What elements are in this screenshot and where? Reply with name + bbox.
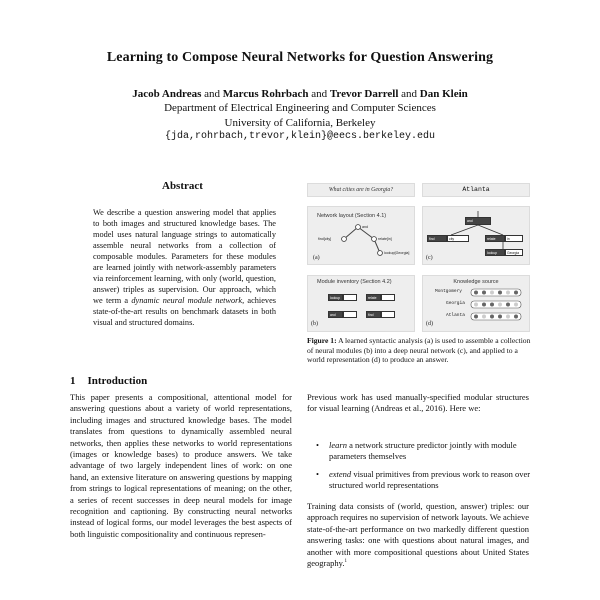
caption-label: Figure 1: [307, 336, 337, 345]
section-heading [70, 375, 147, 387]
kb-vector-cell [482, 291, 486, 295]
inventory-module-lookup: lookup [328, 294, 343, 301]
paragraph-text: Training data consists of (world, question, answer) triples: our approach requires no supervision of network layouts. We achieve state-of-the-art performance on two markedly different question answering tasks: one with questions about natural images, and another with more compositional questions about United States geography. [307, 501, 529, 569]
affiliation-department: Department of Electrical Engineering and Computer Sciences [164, 102, 436, 114]
author-name: Jacob Andreas [132, 88, 202, 100]
inventory-module-slot [343, 294, 357, 301]
bullet-symbol: • [316, 468, 319, 479]
knowledge-source-title: Knowledge source [453, 279, 499, 285]
layout-panel-title: Network layout (Section 4.1) [317, 213, 387, 219]
module-arg-city: city [447, 235, 469, 242]
author-emails: {jda,rohrbach,trevor,klein}@eecs.berkeley.edu [164, 131, 436, 142]
kb-entity-label: Georgia [446, 301, 465, 306]
bullet-symbol: • [316, 440, 319, 450]
module-box-lookup: lookup [485, 249, 505, 256]
tree-node [378, 251, 383, 256]
abstract-text: We describe a question answering model that applies to both images and structured knowledge bases. The model uses natural language strings to automatically assemble neural networks from a collection of composable modules. Parameters for these modules are learned jointly with network-assembly parameters via reinforcement learning, with only (world, question, answer) triples as supervision. Our approach, which we term a [93, 208, 276, 305]
network-edge [451, 225, 478, 235]
module-box-find: find [427, 235, 447, 242]
inventory-module-slot [381, 311, 395, 318]
inventory-module-slot [343, 311, 357, 318]
kb-vector [471, 301, 521, 308]
bullet-text: visual primitives from previous work to reason over structured world representations [329, 468, 531, 491]
bullet-emphasis: extend [329, 468, 352, 479]
author-separator: and [401, 88, 418, 100]
kb-vector-cell [506, 291, 510, 295]
abstract-text-end: , achieves state-of-the-art results on benchmark datasets in both visual and structured domains. [93, 296, 276, 327]
inventory-module-find: find [366, 311, 381, 318]
panel-label-b: (b) [311, 321, 318, 327]
question-text: What cities are in Georgia? [328, 187, 394, 193]
kb-vector-cell [506, 315, 510, 319]
kb-vector-cell [490, 315, 494, 319]
kb-vector-cell [490, 291, 494, 295]
kb-vector-cell [506, 303, 510, 307]
kb-vector-cell [474, 291, 478, 295]
kb-entity-label: Montgomery [435, 289, 463, 294]
kb-vector-cell [474, 315, 478, 319]
answer-text: Atlanta [462, 186, 490, 193]
kb-vector-cell [482, 315, 486, 319]
layout-panel [307, 206, 415, 265]
kb-vector-cell [514, 315, 518, 319]
author-list [0, 88, 600, 100]
kb-vector-cell [514, 303, 518, 307]
paper-title: Learning to Compose Neural Networks for Question Answering [106, 50, 494, 65]
abstract-body [93, 207, 276, 328]
module-arg-georgia: Georgia [505, 249, 523, 256]
author-name: Trevor Darrell [329, 88, 399, 100]
module-box-relate: relate [485, 235, 505, 242]
inventory-module-slot [381, 294, 395, 301]
tree-node [342, 237, 347, 242]
bullet-emphasis: learn [329, 440, 347, 450]
author-separator: and [311, 88, 328, 100]
kb-vector-cell [482, 303, 486, 307]
bullet-text: a network structure predictor jointly with module parameters themselves [329, 440, 517, 462]
kb-entity-label: Atlanta [446, 313, 465, 318]
author-separator: and [204, 88, 221, 100]
network-edge [478, 225, 503, 235]
section-title: Introduction [87, 375, 148, 387]
figure-1 [307, 183, 529, 331]
kb-vector-cell [490, 303, 494, 307]
kb-vector [471, 289, 521, 296]
kb-vector-cell [498, 315, 502, 319]
panel-label-a: (a) [313, 255, 320, 261]
footnote-marker: 1 [344, 559, 347, 565]
affiliation-university: University of California, Berkeley [224, 117, 376, 129]
kb-vector-cell [514, 291, 518, 295]
kb-vector-cell [498, 303, 502, 307]
kb-vector [471, 313, 521, 320]
inventory-module-relate: relate [366, 294, 381, 301]
answer-panel [422, 183, 530, 197]
network-panel [422, 206, 530, 265]
module-box-and: and [465, 217, 491, 225]
caption-text: A learned syntactic analysis (a) is used to assemble a collection of neural modules (b) into a deep neural network (c), and applied to a world representation (d) to produce an answer. [307, 336, 531, 365]
inventory-module-and: and [328, 311, 343, 318]
list-item [307, 440, 531, 463]
knowledge-source-panel [422, 275, 530, 332]
author-name: Marcus Rohrbach [222, 88, 309, 100]
kb-vectors [423, 276, 529, 331]
layout-tree-diagram [308, 207, 414, 264]
abstract-italic-term: dynamic neural module network [131, 296, 243, 305]
abstract-heading: Abstract [162, 180, 203, 192]
right-paragraph-1: Previous work has used manually-specified modular structures for visual learning (Andreas et al., 2016). Here we: [307, 392, 529, 414]
node-label-find-city: find[city] [318, 237, 332, 241]
introduction-body: This paper presents a compositional, attentional model for answering questions about a variety of world representations, including images and structured knowledge bases. The model translates from questions to dynamically assembled neural networks, then applies these networks to world representations (images or knowledge bases) to produce answers. We take advantage of two largely independent lines of work: on one hand, an extensive literature on answering questions by mapping from strings to logical representations of meaning; on the other, a series of recent successes in deep neural models for image recognition and captioning. By constructing neural networks instead of logical forms, our model leverages the best aspects of both linguistic compositionality and continuous represen- [70, 392, 292, 539]
panel-label-d: (d) [426, 321, 433, 327]
section-number: 1 [70, 375, 76, 387]
question-panel [307, 183, 415, 197]
author-name: Dan Klein [419, 88, 468, 100]
module-inventory-panel [307, 275, 415, 332]
kb-vector-cell [498, 291, 502, 295]
contribution-list [307, 440, 531, 498]
node-label-lookup-georgia: lookup[Georgia] [384, 251, 410, 255]
module-inventory-title: Module inventory (Section 4.2) [317, 279, 392, 285]
tree-node [356, 225, 361, 230]
kb-vector-cell [474, 303, 478, 307]
module-arg-in: in [505, 235, 523, 242]
tree-node [372, 237, 377, 242]
right-paragraph-2 [307, 501, 529, 569]
node-label-relate-in: relate[in] [378, 237, 392, 241]
list-item [307, 469, 531, 492]
panel-label-c: (c) [426, 255, 433, 261]
figure-caption [307, 336, 533, 365]
node-label-and: and [362, 225, 368, 229]
